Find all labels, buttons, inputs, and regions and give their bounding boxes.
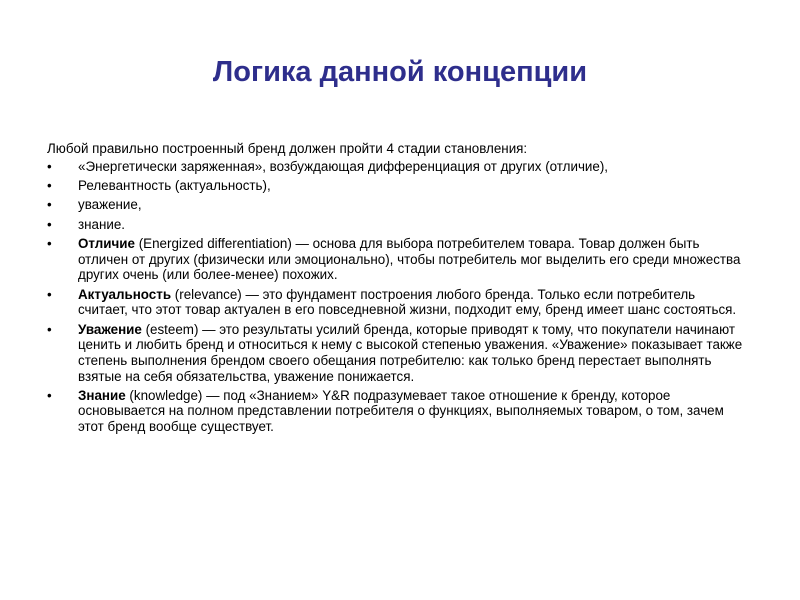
list-item-text: уважение, xyxy=(78,197,142,213)
intro-text: Любой правильно построенный бренд должен пройти 4 стадии становления: xyxy=(47,141,528,156)
bullet-icon: • xyxy=(47,286,52,302)
bullet-list xyxy=(47,159,747,435)
detail-text: (relevance) — это фундамент построения любого бренда. Только если потребитель считает, что этот товар актуален в его повседневной жизни, подходит ему, бренд имеет шанс состояться. xyxy=(78,286,737,318)
slide-body xyxy=(47,141,747,438)
detail-item-relevance xyxy=(47,287,747,318)
bullet-icon: • xyxy=(47,197,52,213)
detail-term: Актуальность xyxy=(78,286,172,302)
list-item-relevance xyxy=(47,178,747,194)
bullet-icon: • xyxy=(47,236,52,252)
list-item-esteem xyxy=(47,197,747,213)
detail-term: Знание xyxy=(78,387,126,403)
list-item-text: знание. xyxy=(78,216,126,232)
detail-text: (knowledge) — под «Знанием» Y&R подразумевает такое отношение к бренду, которое основывается на полном представлении потребителя о функциях, выполняемых товаром, о том, зачем этот бренд вообще существует. xyxy=(78,387,724,435)
bullet-icon: • xyxy=(47,387,52,403)
detail-item-differentiation xyxy=(47,236,747,283)
bullet-icon: • xyxy=(47,158,52,174)
detail-text: (esteem) — это результаты усилий бренда, которые приводят к тому, что покупатели начинают ценить и любить бренд и относиться к нему с высокой степенью уважения. «Уважение» показывает также степень выполнения брендом своего обещания потребителю: как только бренд перестает выполнять взятые на себя обязательства, уважение понижается. xyxy=(78,321,743,384)
detail-item-knowledge xyxy=(47,388,747,435)
slide-title: Логика данной концепции xyxy=(212,56,588,88)
list-item-energized xyxy=(47,159,747,175)
detail-item-esteem xyxy=(47,322,747,384)
list-item-text: Релевантность (актуальность), xyxy=(78,177,271,193)
bullet-icon: • xyxy=(47,321,52,337)
detail-term: Отличие xyxy=(78,236,135,252)
bullet-icon: • xyxy=(47,216,52,232)
detail-text: (Energized differentiation) — основа для выбора потребителем товара. Товар должен быть отличен от других (физически или эмоционально), чтобы потребитель мог выделить его среди множества других очень (или более-менее) похожих. xyxy=(78,236,741,283)
list-item-text: «Энергетически заряженная», возбуждающая дифференциация от других (отличие), xyxy=(78,158,609,174)
list-item-knowledge xyxy=(47,217,747,233)
bullet-icon: • xyxy=(47,177,52,193)
detail-term: Уважение xyxy=(78,321,142,337)
